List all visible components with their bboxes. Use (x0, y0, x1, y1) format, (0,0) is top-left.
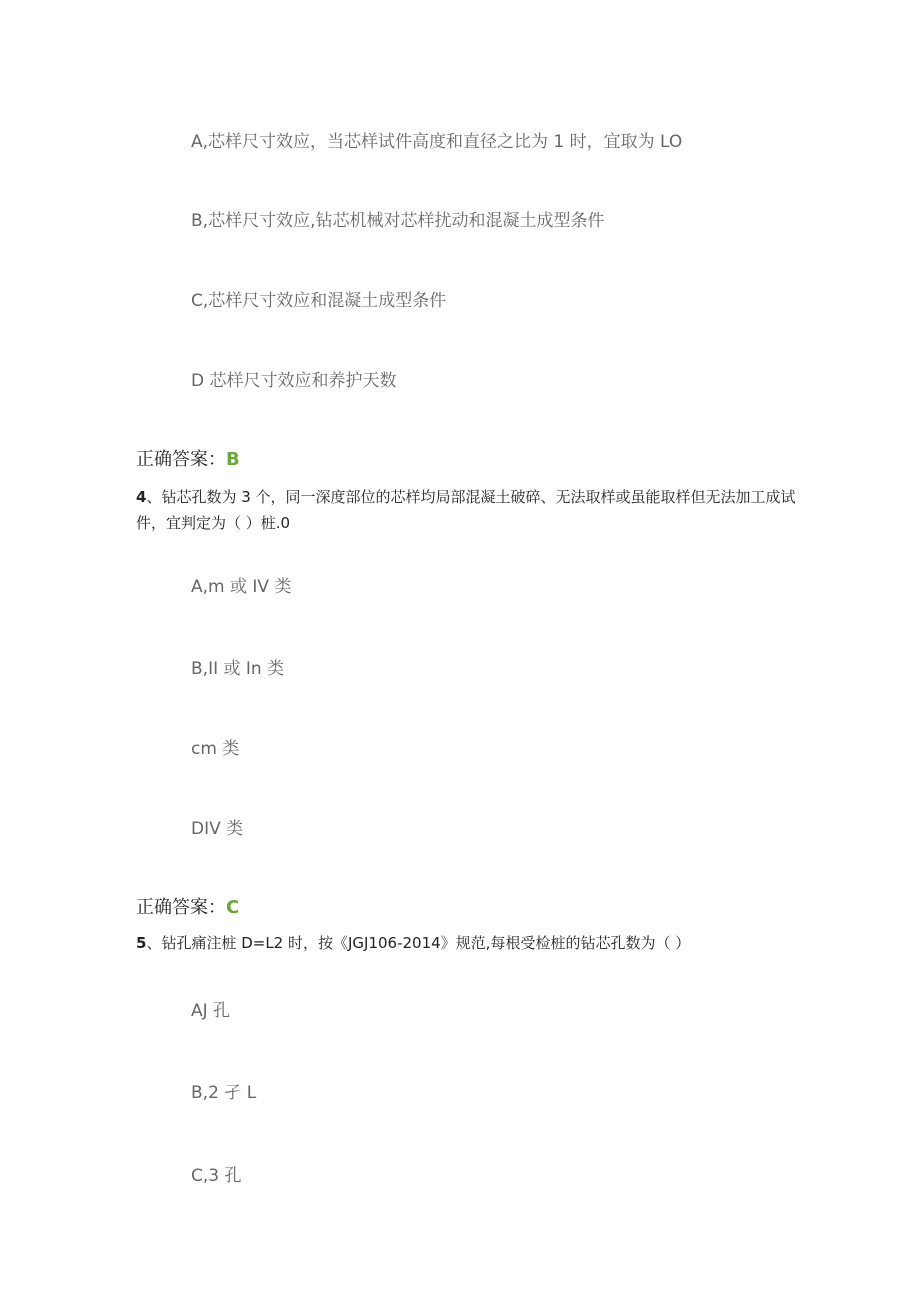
q4-correct-answer (136, 896, 239, 920)
answer-label: 正确答案： (136, 449, 226, 470)
answer-label: 正确答案： (136, 897, 226, 918)
q5-option-b: B,2 孑 L (191, 1083, 257, 1103)
q3-correct-answer (136, 448, 240, 472)
question-text: 、钻芯孔数为 3 个，同一深度部位的芯样均局部混凝土破碎、无法取样或虽能取样但无法加工成试件，宜判定为（ ）桩.0 (136, 488, 796, 532)
q3-option-c: C,芯样尺寸效应和混凝土成型条件 (191, 291, 447, 311)
question-text: 、钻孔痛注桩 D=L2 时，按《JGJ106-2014》规范,每根受检桩的钻芯孔数为（ ） (146, 934, 691, 952)
q4-question (136, 484, 796, 536)
q5-option-a: AJ 孔 (191, 1001, 231, 1021)
q4-option-b: B,II 或 In 类 (191, 659, 285, 679)
q3-option-d: D 芯样尺寸效应和养护天数 (191, 371, 397, 391)
answer-letter: B (226, 449, 240, 470)
q5-question (136, 930, 796, 956)
answer-letter: C (226, 897, 240, 918)
q3-option-a: A,芯样尺寸效应，当芯样试件高度和直径之比为 1 时，宜取为 LO (191, 132, 683, 152)
q4-option-a: A,m 或 IV 类 (191, 577, 292, 597)
q4-option-d: DIV 类 (191, 819, 244, 839)
question-number: 4 (136, 488, 147, 506)
q5-option-c: C,3 孔 (191, 1166, 242, 1186)
q3-option-b: B,芯样尺寸效应,钻芯机械对芯样扰动和混凝土成型条件 (191, 211, 605, 231)
q4-option-c: cm 类 (191, 739, 240, 759)
question-number: 5 (136, 934, 147, 952)
